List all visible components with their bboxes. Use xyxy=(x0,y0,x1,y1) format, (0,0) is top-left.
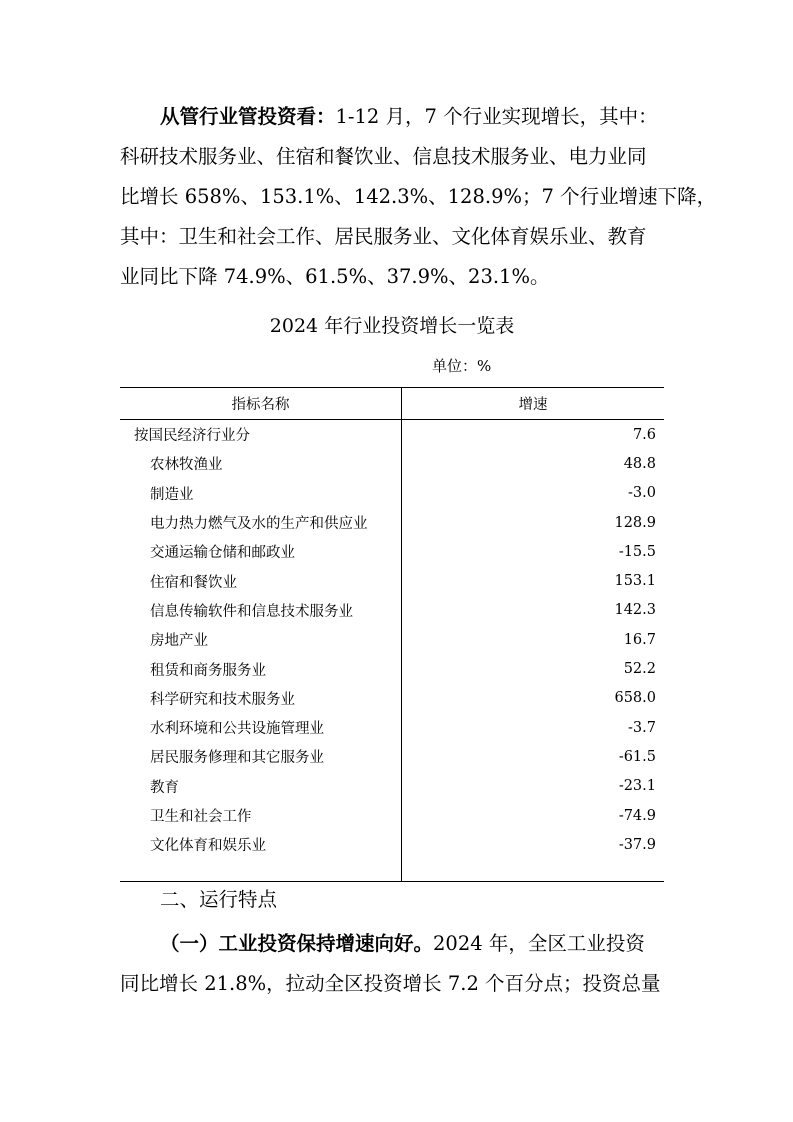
table-row xyxy=(120,772,664,801)
row-value: -15.5 xyxy=(618,543,656,560)
row-value: -3.7 xyxy=(628,719,656,736)
row-name: 电力热力燃气及水的生产和供应业 xyxy=(120,508,402,537)
row-name: 水利环境和公共设施管理业 xyxy=(120,713,402,742)
section-bold-lead: （一）工业投资保持增速向好。 xyxy=(160,932,434,955)
section-line-1 xyxy=(120,924,668,964)
intro-line-2: 科研技术服务业、住宿和餐饮业、信息技术服务业、电力业同 xyxy=(120,145,647,168)
table-row xyxy=(120,508,664,537)
row-name: 按国民经济行业分 xyxy=(120,420,402,450)
table-row xyxy=(120,449,664,478)
row-name: 居民服务修理和其它服务业 xyxy=(120,742,402,771)
intro-line-1 xyxy=(120,97,668,137)
row-name: 租赁和商务服务业 xyxy=(120,654,402,683)
row-value: 7.6 xyxy=(632,426,656,443)
section-paragraph xyxy=(120,924,668,1004)
intro-line-4: 其中：卫生和社会工作、居民服务业、文化体育娱乐业、教育 xyxy=(120,225,647,248)
intro-line-1-text: 1-12 月，7 个行业实现增长，其中： xyxy=(335,105,658,128)
row-value: -37.9 xyxy=(618,836,656,853)
table-row xyxy=(120,537,664,566)
row-value: 16.7 xyxy=(623,631,656,648)
table-row xyxy=(120,654,664,683)
row-value: 142.3 xyxy=(614,602,656,619)
table-header-row xyxy=(120,388,664,420)
section-heading: 二、运行特点 xyxy=(160,888,278,911)
header-growth-rate: 增速 xyxy=(402,388,665,420)
row-name: 交通运输仓储和邮政业 xyxy=(120,537,402,566)
row-value: 658.0 xyxy=(614,690,656,707)
row-name: 房地产业 xyxy=(120,625,402,654)
row-value: -23.1 xyxy=(618,778,656,795)
table-row xyxy=(120,742,664,771)
table-unit: 单位：% xyxy=(432,357,492,375)
investment-growth-table xyxy=(120,387,664,882)
table-row xyxy=(120,566,664,595)
table-bottom-rule xyxy=(120,859,664,882)
section-line-2: 同比增长 21.8%，拉动全区投资增长 7.2 个百分点；投资总量 xyxy=(120,972,661,995)
table-row xyxy=(120,713,664,742)
intro-paragraph xyxy=(120,97,717,297)
row-value: 128.9 xyxy=(614,514,656,531)
row-name: 卫生和社会工作 xyxy=(120,801,402,830)
intro-line-3: 比增长 658%、153.1%、142.3%、128.9%；7 个行业增速下降， xyxy=(120,185,717,208)
table-row xyxy=(120,684,664,713)
row-name: 制造业 xyxy=(120,479,402,508)
intro-bold-lead: 从管行业管投资看： xyxy=(160,105,336,128)
row-value: 52.2 xyxy=(623,661,656,678)
table-title: 2024 年行业投资增长一览表 xyxy=(269,315,515,337)
row-name: 科学研究和技术服务业 xyxy=(120,684,402,713)
table-row xyxy=(120,625,664,654)
row-value: -74.9 xyxy=(618,807,656,824)
row-value: 153.1 xyxy=(614,573,656,590)
table-row xyxy=(120,830,664,859)
row-name: 教育 xyxy=(120,772,402,801)
section-line-1-text: 2024 年，全区工业投资 xyxy=(433,932,645,955)
table-row xyxy=(120,479,664,508)
row-value: 48.8 xyxy=(623,455,656,472)
table-row xyxy=(120,801,664,830)
table-row xyxy=(120,420,664,450)
row-value: -3.0 xyxy=(628,485,656,502)
row-name: 住宿和餐饮业 xyxy=(120,566,402,595)
table-row xyxy=(120,596,664,625)
row-name: 文化体育和娱乐业 xyxy=(120,830,402,859)
row-name: 农林牧渔业 xyxy=(120,449,402,478)
header-indicator-name: 指标名称 xyxy=(120,388,402,420)
intro-line-5: 业同比下降 74.9%、61.5%、37.9%、23.1%。 xyxy=(120,265,550,288)
row-value: -61.5 xyxy=(618,748,656,765)
row-name: 信息传输软件和信息技术服务业 xyxy=(120,596,402,625)
